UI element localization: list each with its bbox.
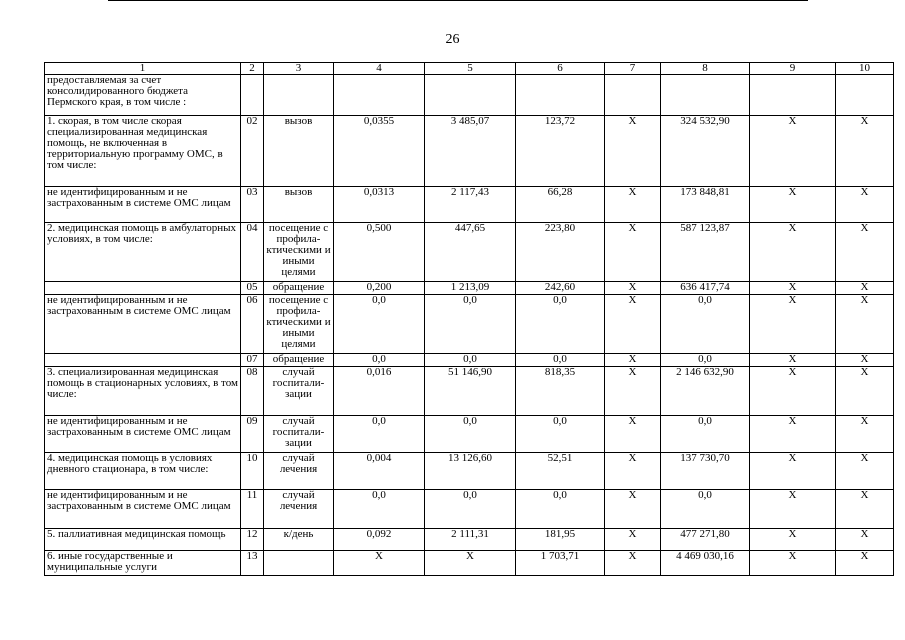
table-cell: X (605, 223, 661, 282)
table-cell: X (750, 116, 836, 187)
table-cell: X (836, 282, 894, 295)
table-cell: X (836, 551, 894, 576)
table-cell: 0,0 (425, 295, 516, 354)
table-cell: 0,0 (661, 416, 750, 453)
table-cell: X (605, 282, 661, 295)
row-label: не идентифицированным и не застрахованным в системе ОМС лицам (45, 187, 241, 223)
table-cell: 0,0 (334, 416, 425, 453)
table-cell (836, 75, 894, 116)
table-row (45, 490, 894, 529)
table-cell (264, 75, 334, 116)
table-cell: 0,0313 (334, 187, 425, 223)
table-cell: 0,500 (334, 223, 425, 282)
table-cell: X (605, 529, 661, 551)
table-cell: 09 (241, 416, 264, 453)
table-cell: X (836, 453, 894, 490)
table-cell: X (836, 295, 894, 354)
table-cell: X (425, 551, 516, 576)
row-label (45, 354, 241, 367)
table-cell: 123,72 (516, 116, 605, 187)
table-cell: вызов (264, 187, 334, 223)
table-cell: 12 (241, 529, 264, 551)
table-row (45, 187, 894, 223)
table-cell: 0,0 (334, 295, 425, 354)
table-cell: 0,0 (425, 416, 516, 453)
table-cell: случай лечения (264, 490, 334, 529)
table-cell: 0,0355 (334, 116, 425, 187)
table-cell: 04 (241, 223, 264, 282)
table-cell: X (836, 416, 894, 453)
table-cell: 324 532,90 (661, 116, 750, 187)
row-label: предоставляемая за счет консолидированного бюджета Пермского края, в том числе : (45, 75, 241, 116)
row-label: 2. медицинская помощь в амбулаторных условиях, в том числе: (45, 223, 241, 282)
table-cell: 2 117,43 (425, 187, 516, 223)
table-cell: 636 417,74 (661, 282, 750, 295)
table-row (45, 367, 894, 416)
table-cell: 0,200 (334, 282, 425, 295)
table-cell: 08 (241, 367, 264, 416)
table-row (45, 551, 894, 576)
page-number: 26 (445, 32, 460, 47)
table-cell: 51 146,90 (425, 367, 516, 416)
col-header: 8 (661, 63, 750, 75)
table-cell: к/день (264, 529, 334, 551)
table-cell: 242,60 (516, 282, 605, 295)
table-row (45, 295, 894, 354)
table-cell: 1 213,09 (425, 282, 516, 295)
col-header: 9 (750, 63, 836, 75)
table-cell: 0,0 (425, 490, 516, 529)
col-header: 2 (241, 63, 264, 75)
col-header: 10 (836, 63, 894, 75)
table-cell: 07 (241, 354, 264, 367)
row-label (45, 282, 241, 295)
table-cell (516, 75, 605, 116)
table-cell: X (750, 453, 836, 490)
top-border-line (108, 0, 808, 1)
table-cell: X (334, 551, 425, 576)
table-cell: посещение с профила-ктическими и иными целями (264, 295, 334, 354)
row-label: не идентифицированным и не застрахованным в системе ОМС лицам (45, 416, 241, 453)
table-cell: X (605, 551, 661, 576)
table-cell: X (605, 490, 661, 529)
table-cell: 1 703,71 (516, 551, 605, 576)
table-cell: 03 (241, 187, 264, 223)
table-cell (425, 75, 516, 116)
table-row (45, 453, 894, 490)
table-cell (661, 75, 750, 116)
row-label: 5. паллиативная медицинская помощь (45, 529, 241, 551)
table-cell: 477 271,80 (661, 529, 750, 551)
table-cell: 2 146 632,90 (661, 367, 750, 416)
row-label: 1. скорая, в том числе скорая специализированная медицинская помощь, не включенная в территориальную программу ОМС, в том числе: (45, 116, 241, 187)
table-cell: обращение (264, 354, 334, 367)
table-cell: 447,65 (425, 223, 516, 282)
table-cell: X (836, 354, 894, 367)
table-cell: 10 (241, 453, 264, 490)
row-label: 6. иные государственные и муниципальные услуги (45, 551, 241, 576)
table-cell: X (605, 416, 661, 453)
row-label: 4. медицинская помощь в условиях дневного стационара, в том числе: (45, 453, 241, 490)
table-cell: случай госпитали-зации (264, 416, 334, 453)
table-cell: 13 (241, 551, 264, 576)
table-row (45, 529, 894, 551)
table-cell: 0,0 (334, 490, 425, 529)
table-cell: обращение (264, 282, 334, 295)
table-cell: X (836, 223, 894, 282)
table-cell: 06 (241, 295, 264, 354)
table-cell: 0,0 (661, 490, 750, 529)
table-cell: X (605, 367, 661, 416)
table-cell (264, 551, 334, 576)
table-cell: 223,80 (516, 223, 605, 282)
table-cell: X (750, 295, 836, 354)
table-cell: случай лечения (264, 453, 334, 490)
table-row (45, 223, 894, 282)
table-cell: X (750, 367, 836, 416)
table-cell: 0,0 (516, 416, 605, 453)
table-cell (605, 75, 661, 116)
table-cell: X (836, 490, 894, 529)
table-cell: 3 485,07 (425, 116, 516, 187)
table-cell: 52,51 (516, 453, 605, 490)
table-row (45, 416, 894, 453)
table-cell: X (605, 453, 661, 490)
col-header: 1 (45, 63, 241, 75)
table-cell: 0,004 (334, 453, 425, 490)
table-cell: 02 (241, 116, 264, 187)
table-cell (334, 75, 425, 116)
table-cell: 11 (241, 490, 264, 529)
data-table (44, 62, 894, 576)
table-cell: 66,28 (516, 187, 605, 223)
row-label: 3. специализированная медицинская помощь в стационарных условиях, в том числе: (45, 367, 241, 416)
table-cell: 173 848,81 (661, 187, 750, 223)
header-row (45, 63, 894, 75)
table-cell: 0,0 (334, 354, 425, 367)
table-cell: 0,016 (334, 367, 425, 416)
table-cell: посещение с профила-ктическими и иными целями (264, 223, 334, 282)
table-cell: 0,0 (661, 354, 750, 367)
table-cell: 0,0 (661, 295, 750, 354)
row-label: не идентифицированным и не застрахованным в системе ОМС лицам (45, 490, 241, 529)
table-cell: X (836, 116, 894, 187)
table-cell: 0,0 (516, 354, 605, 367)
table-cell: 2 111,31 (425, 529, 516, 551)
table-cell: X (605, 116, 661, 187)
table-cell: X (750, 551, 836, 576)
table-cell: 4 469 030,16 (661, 551, 750, 576)
table-cell: X (750, 416, 836, 453)
col-header: 6 (516, 63, 605, 75)
table-row (45, 75, 894, 116)
table-cell: 0,0 (425, 354, 516, 367)
table-cell: X (836, 367, 894, 416)
table-cell: X (750, 529, 836, 551)
table-cell: случай госпитали-зации (264, 367, 334, 416)
table-row (45, 116, 894, 187)
table-cell: 0,0 (516, 295, 605, 354)
col-header: 5 (425, 63, 516, 75)
table-cell: X (605, 354, 661, 367)
table-cell: X (750, 187, 836, 223)
table-row (45, 354, 894, 367)
table-cell: 05 (241, 282, 264, 295)
table-cell: X (605, 295, 661, 354)
row-label: не идентифицированным и не застрахованным в системе ОМС лицам (45, 295, 241, 354)
table-cell: вызов (264, 116, 334, 187)
col-header: 4 (334, 63, 425, 75)
table-cell (241, 75, 264, 116)
table-cell: X (750, 282, 836, 295)
table-cell: 137 730,70 (661, 453, 750, 490)
table-cell: X (836, 187, 894, 223)
table-cell: X (836, 529, 894, 551)
table-cell: X (750, 354, 836, 367)
table-cell: 587 123,87 (661, 223, 750, 282)
table-cell: 0,0 (516, 490, 605, 529)
table-cell: X (750, 223, 836, 282)
table-cell (750, 75, 836, 116)
table-cell: X (605, 187, 661, 223)
table-cell: 181,95 (516, 529, 605, 551)
table-cell: X (750, 490, 836, 529)
table-cell: 0,092 (334, 529, 425, 551)
col-header: 3 (264, 63, 334, 75)
col-header: 7 (605, 63, 661, 75)
table-cell: 818,35 (516, 367, 605, 416)
table-cell: 13 126,60 (425, 453, 516, 490)
table-row (45, 282, 894, 295)
